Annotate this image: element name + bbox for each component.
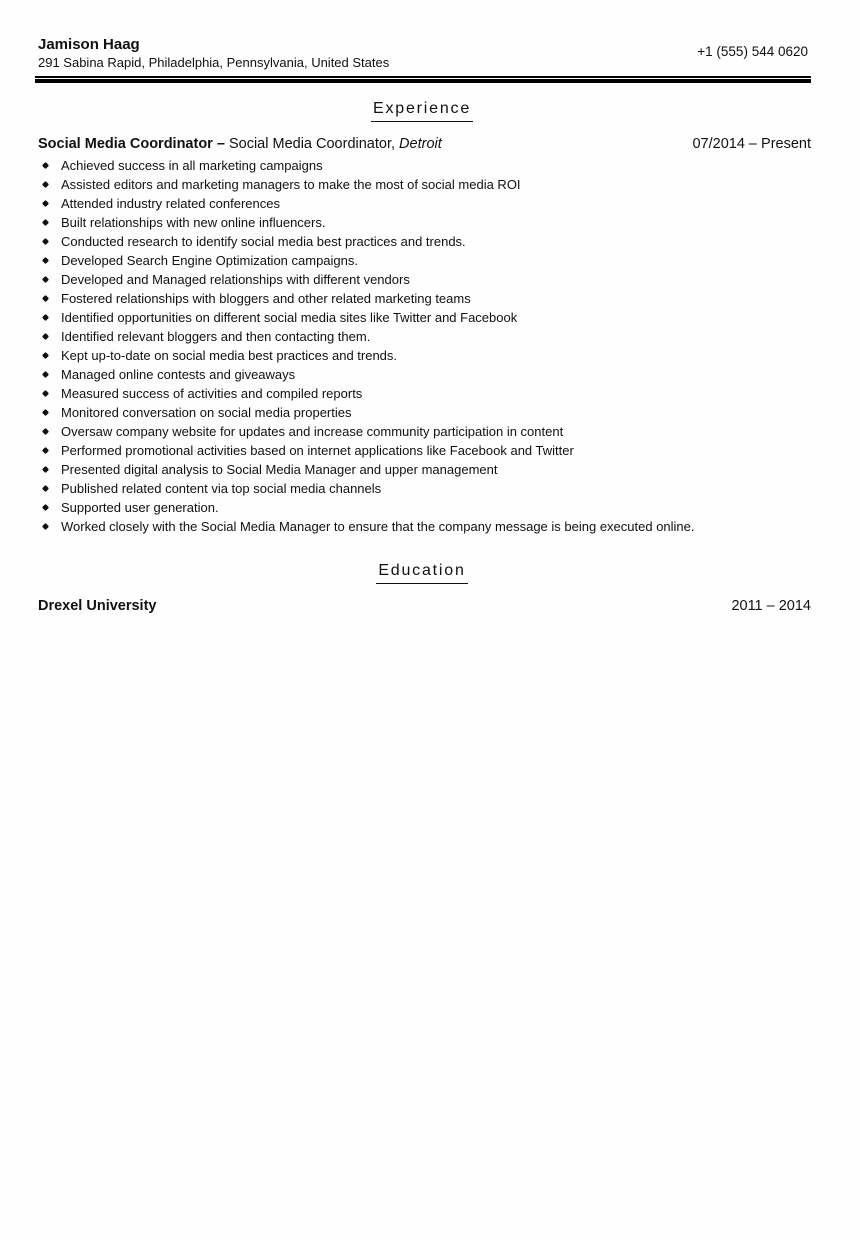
list-item: [38, 194, 695, 213]
bullet-text: Measured success of activities and compiled reports: [61, 386, 363, 401]
header-divider-thick: [35, 79, 811, 83]
bullet-text: Developed Search Engine Optimization campaigns.: [61, 253, 359, 268]
bullet-text: Presented digital analysis to Social Media Manager and upper management: [61, 462, 498, 477]
bullet-text: Oversaw company website for updates and increase community participation in content: [61, 424, 564, 439]
bullet-icon: [42, 428, 49, 435]
candidate-address: 291 Sabina Rapid, Philadelphia, Pennsylvania, United States: [38, 55, 390, 70]
bullet-icon: [42, 333, 49, 340]
bullet-text: Worked closely with the Social Media Manager to ensure that the company message is being executed online.: [61, 519, 695, 534]
list-item: [38, 308, 695, 327]
bullet-text: Assisted editors and marketing managers to make the most of social media ROI: [61, 177, 521, 192]
list-item: [38, 441, 695, 460]
bullet-icon: [42, 276, 49, 283]
bullet-icon: [42, 162, 49, 169]
bullet-text: Fostered relationships with bloggers and other related marketing teams: [61, 291, 471, 306]
bullet-icon: [42, 238, 49, 245]
candidate-phone: +1 (555) 544 0620: [697, 44, 808, 59]
list-item: [38, 460, 695, 479]
bullet-icon: [42, 219, 49, 226]
education-dates: 2011 – 2014: [731, 598, 811, 614]
bullet-icon: [42, 466, 49, 473]
bullet-icon: [42, 295, 49, 302]
candidate-name: Jamison Haag: [38, 36, 140, 53]
list-item: [38, 403, 695, 422]
bullet-icon: [42, 409, 49, 416]
bullet-text: Monitored conversation on social media properties: [61, 405, 352, 420]
bullet-icon: [42, 352, 49, 359]
list-item: [38, 213, 695, 232]
bullet-text: Managed online contests and giveaways: [61, 367, 296, 382]
bullet-icon: [42, 504, 49, 511]
list-item: [38, 232, 695, 251]
list-item: [38, 498, 695, 517]
list-item: [38, 422, 695, 441]
job-employer: Social Media Coordinator,: [228, 136, 400, 152]
list-item: [38, 175, 695, 194]
bullet-text: Identified relevant bloggers and then contacting them.: [61, 329, 371, 344]
bullet-icon: [42, 485, 49, 492]
job-city: Detroit: [399, 136, 442, 152]
bullet-text: Attended industry related conferences: [61, 196, 280, 211]
header-divider-thin: [35, 76, 811, 78]
job-separator: –: [212, 136, 229, 152]
bullet-icon: [42, 200, 49, 207]
education-heading: [0, 562, 844, 584]
bullet-text: Developed and Managed relationships with different vendors: [61, 272, 410, 287]
list-item: [38, 156, 695, 175]
list-item: [38, 270, 695, 289]
job-role: Social Media Coordinator: [38, 136, 213, 152]
bullet-icon: [42, 314, 49, 321]
bullet-icon: [42, 257, 49, 264]
list-item: [38, 365, 695, 384]
job-dates: 07/2014 – Present: [692, 136, 811, 152]
bullet-icon: [42, 181, 49, 188]
bullet-text: Kept up-to-date on social media best practices and trends.: [61, 348, 398, 363]
bullet-text: Conducted research to identify social media best practices and trends.: [61, 234, 466, 249]
list-item: [38, 289, 695, 308]
bullet-text: Supported user generation.: [61, 500, 219, 515]
bullet-icon: [42, 447, 49, 454]
list-item: [38, 346, 695, 365]
list-item: [38, 479, 695, 498]
bullet-text: Built relationships with new online influencers.: [61, 215, 326, 230]
list-item: [38, 384, 695, 403]
bullet-text: Published related content via top social media channels: [61, 481, 382, 496]
bullet-icon: [42, 390, 49, 397]
bullet-text: Performed promotional activities based on internet applications like Facebook and Twitter: [61, 443, 574, 458]
job-title-line: [38, 136, 442, 152]
list-item: [38, 251, 695, 270]
school-name: Drexel University: [38, 598, 157, 614]
bullet-text: Identified opportunities on different social media sites like Twitter and Facebook: [61, 310, 518, 325]
experience-heading-text: Experience: [371, 100, 473, 122]
job-bullet-list: [38, 156, 695, 536]
experience-heading: [0, 100, 844, 122]
bullet-icon: [42, 371, 49, 378]
education-heading-text: Education: [376, 562, 467, 584]
bullet-icon: [42, 523, 49, 530]
list-item: [38, 327, 695, 346]
list-item: [38, 517, 695, 536]
bullet-text: Achieved success in all marketing campaigns: [61, 158, 323, 173]
